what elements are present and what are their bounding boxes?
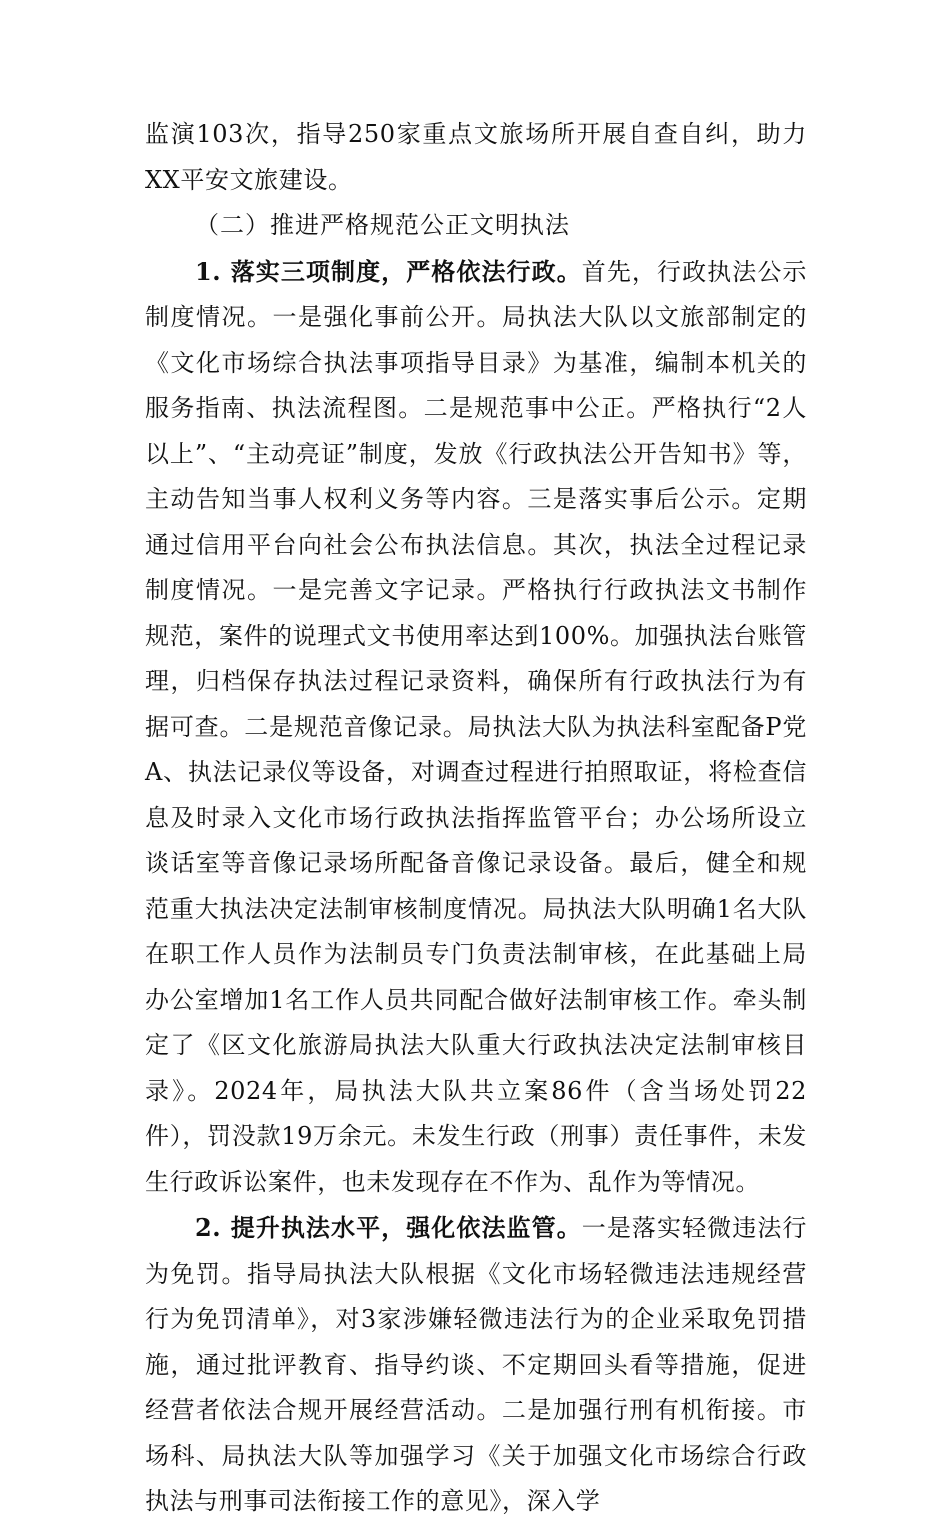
paragraph-text: 监演103次，指导250家重点文旅场所开展自查自纠，助力XX平安文旅建设。 (145, 120, 807, 194)
paragraph-body: 首先，行政执法公示制度情况。一是强化事前公开。局执法大队以文旅部制定的《文化市场综合执法事项指导目录》为基准，编制本机关的服务指南、执法流程图。二是规范事中公正。严格执行“2人以上”、“主动亮证”制度，发放《行政执法公开告知书》等，主动告知当事人权利义务等内容。三是落实事后公示。定期通过信用平台向社会公布执法信息。其次，执法全过程记录制度情况。一是完善文字记录。严格执行行政执法文书制作规范，案件的说理式文书使用率达到100%。加强执法台账管理，归档保存执法过程记录资料，确保所有行政执法行为有据可查。二是规范音像记录。局执法大队为执法科室配备P党A、执法记录仪等设备，对调查过程进行拍照取证，将检查信息及时录入文化市场行政执法指挥监管平台；办公场所设立谈话室等音像记录场所配备音像记录设备。最后，健全和规范重大执法决定法制审核制度情况。局执法大队明确1名大队在职工作人员作为法制员专门负责法制审核，在此基础上局办公室增加1名工作人员共同配合做好法制审核工作。牵头制定了《区文化旅游局执法大队重大行政执法决定法制审核目录》。2024年，局执法大队共立案86件（含当场处罚22件），罚没款19万余元。未发生行政（刑事）责任事件，未发生行政诉讼案件，也未发现存在不作为、乱作为等情况。 (145, 257, 808, 1196)
paragraph-section-2 (145, 1205, 807, 1525)
subsection-title: 1. 落实三项制度，严格依法行政。 (195, 256, 582, 286)
paragraph-section-1 (145, 249, 807, 1206)
paragraph-body: 一是落实轻微违法行为免罚。指导局执法大队根据《文化市场轻微违法违规经营行为免罚清单》，对3家涉嫌轻微违法行为的企业采取免罚措施，通过批评教育、指导约谈、不定期回头看等措施，促进经营者依法合规开展经营活动。二是加强行刑有机衔接。市场科、局执法大队等加强学习《关于加强文化市场综合行政执法与刑事司法衔接工作的意见》，深入学 (145, 1214, 808, 1515)
subsection-title: 2. 提升执法水平，强化依法监管。 (195, 1213, 582, 1242)
section-heading (145, 203, 807, 249)
document-page (145, 112, 807, 1525)
section-heading-text: （二）推进严格规范公正文明执法 (195, 211, 570, 239)
paragraph-continuation (145, 112, 807, 203)
